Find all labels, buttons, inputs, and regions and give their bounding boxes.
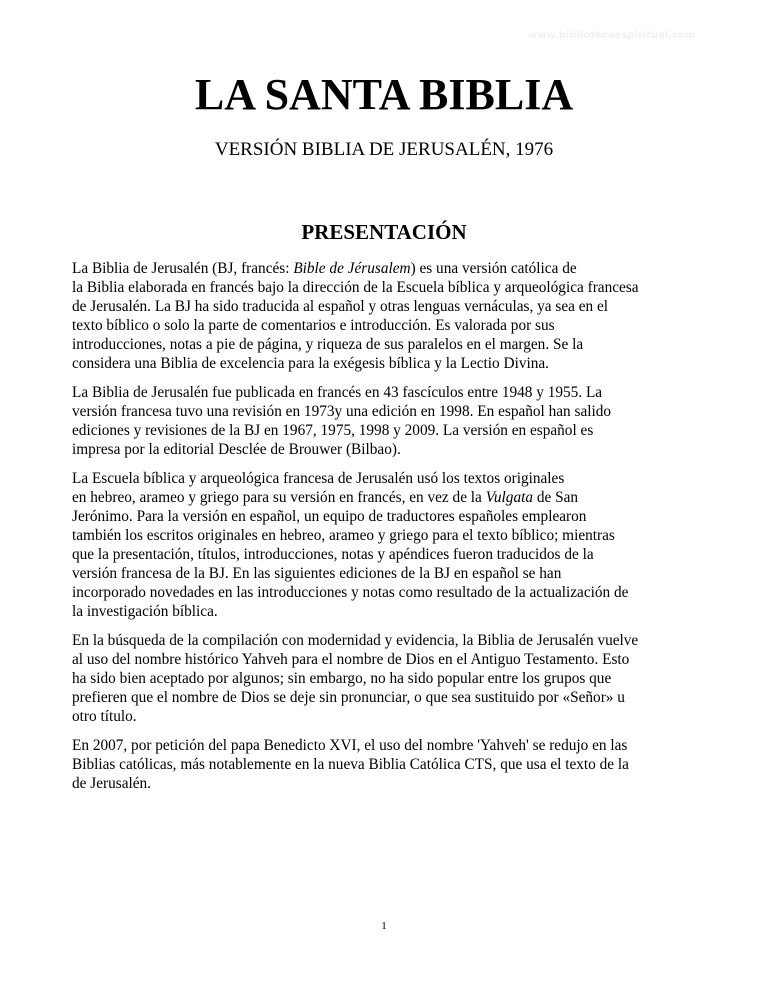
document-title: LA SANTA BIBLIA (194, 70, 574, 119)
text-segment: de Jerusalén. (72, 775, 152, 792)
watermark-url: www.bibliotecaespiritual.com (528, 30, 696, 41)
text-segment: impresa por la editorial Desclée de Brouwer (Bilbao). (72, 441, 401, 458)
text-segment: otro título. (72, 708, 137, 725)
paragraph (72, 736, 702, 793)
text-line (72, 583, 702, 602)
text-line (72, 650, 702, 669)
page-number: 1 (381, 920, 387, 932)
text-line (72, 278, 702, 297)
text-line (72, 688, 702, 707)
text-segment: considera una Biblia de excelencia para la exégesis bíblica y la Lectio Divina. (72, 355, 549, 372)
text-line (72, 707, 702, 726)
text-line (72, 669, 702, 688)
text-segment: también los escritos originales en hebreo, arameo y griego para el texto bíblico; mientras (72, 527, 615, 544)
text-segment: de San (533, 489, 579, 506)
text-segment: la investigación bíblica. (72, 603, 218, 620)
text-segment: La Escuela bíblica y arqueológica francesa de Jerusalén usó los textos originales (72, 470, 565, 487)
text-line (72, 526, 702, 545)
text-line (72, 631, 702, 650)
text-line (72, 440, 702, 459)
text-line (72, 755, 702, 774)
paragraph (72, 631, 702, 726)
text-segment: al uso del nombre histórico Yahveh para el nombre de Dios en el Antiguo Testamento. Esto (72, 651, 630, 668)
text-line (72, 774, 702, 793)
text-segment: ha sido bien aceptado por algunos; sin embargo, no ha sido popular entre los grupos que (72, 670, 612, 687)
italic-text: Bible de Jérusalem (293, 260, 411, 277)
text-segment: La Biblia de Jerusalén fue publicada en francés en 43 fascículos entre 1948 y 1955. La (72, 384, 603, 401)
text-line (72, 383, 702, 402)
text-segment: la Biblia elaborada en francés bajo la dirección de la Escuela bíblica y arqueológica francesa (72, 279, 639, 296)
paragraph (72, 469, 702, 621)
text-line (72, 259, 702, 278)
text-segment: en hebreo, arameo y griego para su versión en francés, en vez de la (72, 489, 486, 506)
text-line (72, 354, 702, 373)
document-body (72, 259, 702, 803)
italic-text: Vulgata (485, 489, 533, 506)
text-line (72, 507, 702, 526)
text-segment: que la presentación, títulos, introducciones, notas y apéndices fueron traducidos de la (72, 546, 594, 563)
text-line (72, 545, 702, 564)
text-segment: texto bíblico o solo la parte de comentarios e introducción. Es valorada por sus (72, 317, 555, 334)
text-segment: ) es una versión católica de (410, 260, 577, 277)
text-segment: En 2007, por petición del papa Benedicto XVI, el uso del nombre 'Yahveh' se redujo en las (72, 737, 628, 754)
text-segment: versión francesa de la BJ. En las siguientes ediciones de la BJ en español se han (72, 565, 562, 582)
text-segment: versión francesa tuvo una revisión en 1973y una edición en 1998. En español han salido (72, 403, 612, 420)
text-line (72, 402, 702, 421)
text-segment: En la búsqueda de la compilación con modernidad y evidencia, la Biblia de Jerusalén vuelve (72, 632, 639, 649)
text-segment: ediciones y revisiones de la BJ en 1967, 1975, 1998 y 2009. La versión en español es (72, 422, 594, 439)
text-line (72, 564, 702, 583)
text-line (72, 297, 702, 316)
text-line (72, 335, 702, 354)
text-line (72, 469, 702, 488)
section-heading: PRESENTACIÓN (301, 220, 467, 244)
text-segment: prefieren que el nombre de Dios se deje sin pronunciar, o que sea sustituido por «Señor» u (72, 689, 625, 706)
paragraph (72, 259, 702, 373)
text-line (72, 421, 702, 440)
text-segment: incorporado novedades en las introducciones y notas como resultado de la actualización de (72, 584, 629, 601)
text-segment: Biblias católicas, más notablemente en la nueva Biblia Católica CTS, que usa el texto de la (72, 756, 629, 773)
text-line (72, 316, 702, 335)
text-segment: introducciones, notas a pie de página, y riqueza de sus paralelos en el margen. Se la (72, 336, 584, 353)
text-segment: La Biblia de Jerusalén (BJ, francés: (72, 260, 294, 277)
text-line (72, 488, 702, 507)
text-segment: Jerónimo. Para la versión en español, un equipo de traductores españoles emplearon (72, 508, 587, 525)
document-subtitle: VERSIÓN BIBLIA DE JERUSALÉN, 1976 (214, 139, 554, 160)
paragraph (72, 383, 702, 459)
text-line (72, 602, 702, 621)
text-line (72, 736, 702, 755)
text-segment: de Jerusalén. La BJ ha sido traducida al español y otras lenguas vernáculas, ya sea en el (72, 298, 609, 315)
